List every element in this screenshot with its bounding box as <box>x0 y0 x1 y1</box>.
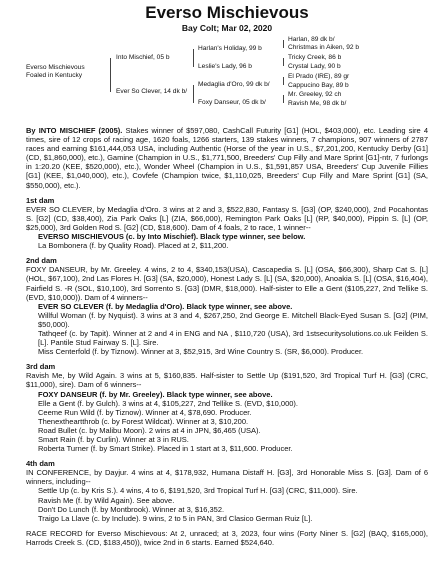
pedigree-gen3-8: Ravish Me, 98 dk b/ <box>288 100 347 107</box>
fourth-dam-line: Settle Up (c. by Kris S.). 4 wins, 4 to 6, $191,520, 3rd Tropical Turf H. [G3] (CRC, $11,000). Sire. <box>38 486 358 496</box>
pedigree-chart <box>26 36 428 120</box>
pedigree-subject: Everso Mischievous <box>26 64 85 71</box>
third-dam-line: Road Bullet (c. by Malibu Moon). 2 wins at 4 in JPN, $6,465 (USA). <box>38 425 261 435</box>
second-dam-heading: 2nd dam <box>26 256 57 266</box>
horse-subtitle: Bay Colt; Mar 02, 2020 <box>181 23 273 33</box>
second-dam-line: FOXY DANSEUR, by Mr. Greeley. 4 wins, 2 to 4, $340,153(USA), Cascapedia S. [L] (OSA, $66,300), Sharp Cat S. [L] (HOL, $67,100), 2nd Las Flores H. [G3] (SA, $20,000), Honest Lady S. [L] (SA, $20,000), Anoakia S. [L] (OSA, $16,404), Fairfield S. -R (SOL, $10,100), 3rd Sorrento S. [G3] (DMR, $18,000). Half-sister to Elle a Gent ($105,227, 2nd Tellike S. (EVD, $10,000)). Dam of 4 winners-- <box>26 265 428 302</box>
fourth-dam-heading: 4th dam <box>26 459 55 469</box>
pedigree-sire-sire: Harlan's Holiday, 99 b <box>198 45 262 52</box>
sire-lead: By INTO MISCHIEF (2005). <box>26 126 123 135</box>
pedigree-bracket <box>283 95 284 103</box>
fourth-dam-line: Traigo La Llave (c. by Include). 9 wins, 2 to 5 in PAN, 3rd Clasico German Ruiz [L]. <box>38 513 313 523</box>
pedigree-bracket <box>283 77 284 85</box>
horse-name-title: Everso Mischievous <box>145 3 309 22</box>
third-dam-line: Thenextheartthrob (c. by Forest Wildcat). Winner at 3, $10,200. <box>38 416 249 426</box>
sire-text: Stakes winner of $597,080, CashCall Futurity [G1] (HOL, $403,000), etc. Leading sire 4 times, sire of 12 crops of racing age, 1620 foals, 1266 starters, 139 stakes winners, 7 champions, 907 winners of 2787 races and earning $161,444,053 USA, including Authentic (Horse of the year in U.S., $7,201,200, Kentucky Derby [G1] (CD, $1,860,000), etc.), Gamine (Champion in U.S., $1,771,500, Breeders' Cup Filly and Mare Sprint [G1]-ntr, 7 furlongs in 1:20.20 (KEE, $520,000), etc.), Wonder Wheel (Champion in U.S., $1,591,857 USA, Breeders' Cup Juvenile Fillies [G1] (KEE, $1,040,000), etc.), Covfefe (Champion twice, $1,110,025, Breeders' Cup Filly and Mare Sprint [G1] (SA, $550,000), etc.). <box>26 126 429 190</box>
first-dam-line: EVER SO CLEVER, by Medaglia d'Oro. 3 wins at 2 and 3, $522,830, Fantasy S. [G3] (OP, $240,000), 2nd Pocahontas S. [G2] (CD, $38,400), Zia Park Oaks [L] (ZIA, $66,000), Remington Park Oaks [L] (RP, $40,000), Pippin S. [L] (OP, $25,000), 3rd Golden Rod S. [G2] (CD, $18,600). Dam of 4 foals, 2 to race, 1 winner-- <box>26 204 428 232</box>
fourth-dam-line: Ravish Me (f. by Wild Again). See above. <box>38 495 175 505</box>
second-dam-line: Willful Woman (f. by Nyquist). 3 wins at 3 and 4, $267,250, 2nd George E. Mitchell Black-Eyed Susan S. [G2] (PIM, $50,000). <box>38 310 428 329</box>
pedigree-gen3-4: Crystal Lady, 90 b <box>288 63 341 70</box>
pedigree-bracket <box>283 58 284 66</box>
second-dam-line: Tathqeef (c. by Tapit). Winner at 2 and 4 in ENG and NA , $110,720 (USA), 3rd 1stsecuritysolutions.co.uk Feilden S. [L]. Pantile Stud Fairway S. [L]. Sire. <box>38 328 428 348</box>
third-dam-line: FOXY DANSEUR (f. by Mr. Greeley). Black type winner, see above. <box>38 389 273 399</box>
pedigree-sire: Into Mischief, 05 b <box>116 54 170 61</box>
second-dam-line: EVER SO CLEVER (f. by Medaglia d'Oro). Black type winner, see above. <box>38 301 293 311</box>
first-dam-line: EVERSO MISCHIEVOUS (c. by Into Mischief). Black type winner, see below. <box>38 232 306 242</box>
first-dam-line: La Bombonera (f. by Quality Road). Placed at 2, $11,200. <box>38 241 229 251</box>
pedigree-dam-sire: Medaglia d'Oro, 99 dk b/ <box>198 81 270 88</box>
pedigree-gen3-3: Tricky Creek, 86 b <box>288 54 342 61</box>
third-dam-line: Smart Rain (f. by Curlin). Winner at 3 in RUS. <box>38 435 189 444</box>
pedigree-sire-dam: Leslie's Lady, 96 b <box>198 63 252 70</box>
third-dam-line: Ravish Me, by Wild Again. 3 wins at 5, $160,835. Half-sister to Settle Up ($191,520, 3rd Tropical Turf H. [G3] (CRC, $11,000), sire). Dam of 6 winners-- <box>26 371 428 390</box>
pedigree-bracket <box>283 40 284 48</box>
sire-paragraph <box>26 126 428 190</box>
pedigree-foaled: Foaled in Kentucky <box>26 72 83 79</box>
pedigree-gen3-6: Cappucino Bay, 89 b <box>288 82 349 89</box>
race-record: RACE RECORD for Everso Mischievous: At 2, unraced; at 3, 2023, four wins (Forty Niner S. [G2] (BAQ, $165,000), Harrods Creek S. (CD, $183,450)), twice 2nd in 6 starts. Earned $524,640. <box>26 528 428 547</box>
first-dam-heading: 1st dam <box>26 195 55 205</box>
catalog-body <box>26 126 428 547</box>
pedigree-dam: Ever So Clever, 14 dk b/ <box>116 88 188 95</box>
third-dam-line: Ceeme Run Wild (f. by Tiznow). Winner at 4, $78,690. Producer. <box>38 407 252 417</box>
third-dam-line: Roberta Turner (f. by Smart Strike). Placed in 1 start at 3, $11,600. Producer. <box>38 444 293 454</box>
third-dam-line: Elle a Gent (f. by Gulch). 3 wins at 4, $105,227, 2nd Tellike S. (EVD, $10,000). <box>38 398 299 408</box>
pedigree-dam-dam: Foxy Danseur, 05 dk b/ <box>198 99 266 106</box>
pedigree-gen3-5: El Prado (IRE), 89 gr <box>288 73 350 80</box>
second-dam-line: Miss Centerfold (f. by Tiznow). Winner at 3, $52,915, 3rd Wine Country S. (SR, $6,000). Producer. <box>38 347 364 357</box>
pedigree-bracket <box>110 58 111 92</box>
pedigree-gen3-2: Christmas in Aiken, 92 b <box>288 44 360 51</box>
fourth-dam-line: Don't Do Lunch (f. by Montbrook). Winner at 3, $16,352. <box>38 504 225 514</box>
pedigree-gen3-7: Mr. Greeley, 92 ch <box>288 91 342 98</box>
pedigree-gen3-1: Harlan, 89 dk b/ <box>288 36 335 43</box>
fourth-dam-line: IN CONFERENCE, by Dayjur. 4 wins at 4, $178,932, Humana Distaff H. [G3], 3rd Honorable Miss S. [G3]. Dam of 6 winners, including-- <box>26 468 428 487</box>
pedigree-bracket <box>193 49 194 67</box>
pedigree-bracket <box>193 85 194 103</box>
third-dam-heading: 3rd dam <box>26 362 56 372</box>
